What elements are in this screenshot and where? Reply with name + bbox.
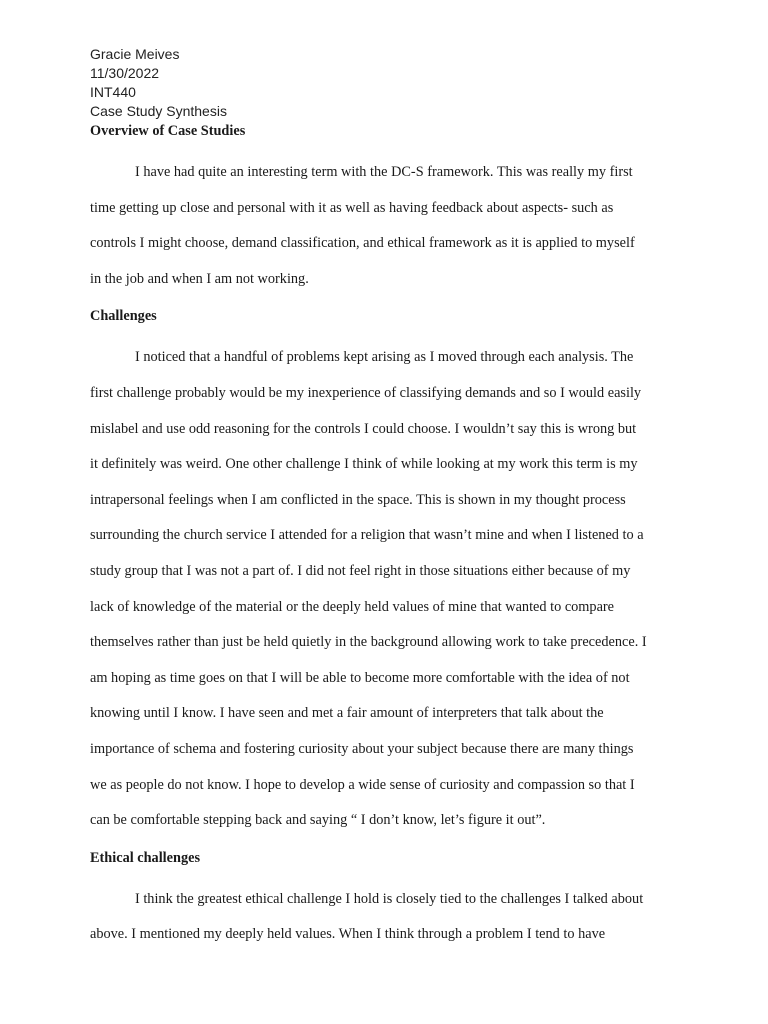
text-line: above. I mentioned my deeply held values. When I think through a problem I tend to have <box>90 926 606 943</box>
text-line: it definitely was weird. One other challenge I think of while looking at my work this term is my <box>90 456 638 473</box>
paragraph-challenges <box>90 340 690 838</box>
text-line: intrapersonal feelings when I am conflicted in the space. This is shown in my thought process <box>90 491 626 508</box>
document-header <box>90 45 227 121</box>
text-line: surrounding the church service I attended for a religion that wasn’t mine and when I listened to a <box>90 527 644 544</box>
text-line: I noticed that a handful of problems kept arising as I moved through each analysis. The <box>135 349 634 366</box>
text-line: importance of schema and fostering curiosity about your subject because there are many things <box>90 740 634 757</box>
author-name: Gracie Meives <box>90 46 180 62</box>
text-line: I think the greatest ethical challenge I hold is closely tied to the challenges I talked about <box>135 890 644 907</box>
text-line: I have had quite an interesting term with the DC-S framework. This was really my first <box>135 164 633 180</box>
course-code: INT440 <box>90 84 136 100</box>
text-line: study group that I was not a part of. I did not feel right in those situations either because of my <box>90 562 631 579</box>
heading-challenges: Challenges <box>90 308 157 325</box>
document-body <box>90 120 690 953</box>
text-line: am hoping as time goes on that I will be able to become more comfortable with the idea of not <box>90 669 630 686</box>
paragraph-ethical <box>90 882 690 953</box>
text-line: time getting up close and personal with it as well as having feedback about aspects- such as <box>90 199 614 216</box>
text-line: themselves rather than just be held quietly in the background allowing work to take precedence. I <box>90 634 647 651</box>
text-line: can be comfortable stepping back and saying “ I don’t know, let’s figure it out”. <box>90 812 546 829</box>
text-line: in the job and when I am not working. <box>90 270 309 287</box>
document-date: 11/30/2022 <box>90 65 160 81</box>
text-line: controls I might choose, demand classification, and ethical framework as it is applied to myself <box>90 235 635 252</box>
heading-overview: Overview of Case Studies <box>90 123 246 139</box>
paragraph-overview <box>90 155 690 297</box>
text-line: we as people do not know. I hope to develop a wide sense of curiosity and compassion so that I <box>90 776 635 793</box>
document-title: Case Study Synthesis <box>90 103 227 119</box>
text-line: mislabel and use odd reasoning for the controls I could choose. I wouldn’t say this is wrong but <box>90 420 637 437</box>
text-line: lack of knowledge of the material or the deeply held values of mine that wanted to compare <box>90 598 615 615</box>
text-line: first challenge probably would be my inexperience of classifying demands and so I would easily <box>90 384 642 401</box>
heading-ethical-challenges: Ethical challenges <box>90 849 201 866</box>
text-line: knowing until I know. I have seen and met a fair amount of interpreters that talk about the <box>90 705 604 722</box>
